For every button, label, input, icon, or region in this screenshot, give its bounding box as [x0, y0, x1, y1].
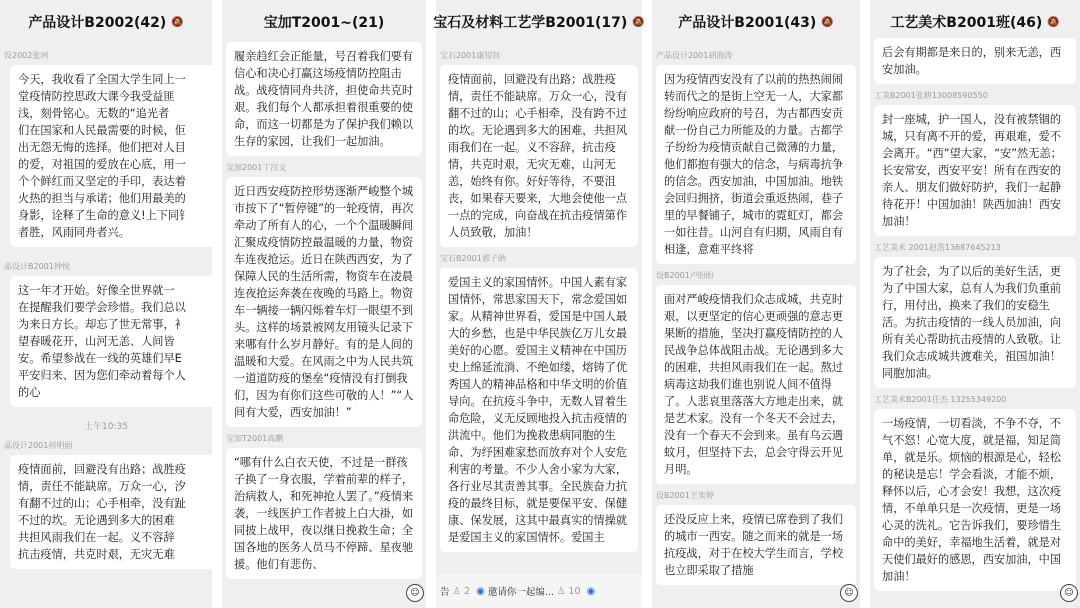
emoji-icon[interactable]: ☺ — [840, 584, 858, 602]
chat-title: 产品设计B2002(42) — [28, 15, 167, 31]
message-sender: 设B2001卢盼盼 — [656, 271, 714, 280]
message-bubble[interactable]: 因为疫情西安没有了以前的热热闹闹转而代之的是街上空无一人，大家都纷纷响应政府的号召，为古都西安贡献一份自己力所能及的力量。古都学子纷纷为疫情贡献自己微薄的力量，他们都抱有强大的信念，与病毒抗争的信念。西安加油，中国加油。地铁会回归拥挤，街道会重返热闹，巷子里的早餐铺子，城市的霓虹灯，都会一如往昔。山河自有归期，风雨自有相逢，意难平终将 — [656, 65, 856, 264]
message-sender: 产品设计2001胡海涛 — [656, 51, 733, 60]
message-sender: 品设计B2001钟悦 — [4, 262, 70, 271]
message-sender: 品设计2001何明丽 — [4, 441, 73, 450]
message-sender: 宝石B2001郭子勋 — [440, 254, 506, 263]
message-bubble[interactable]: 还没反应上来，疫情已席卷到了我们的城市一西安。随之而来的就是一场抗疫战，对于在校大学生而言，学校也立即采取了措施 — [656, 505, 856, 585]
message-sender: 工艺美术B2001任杰 13255349200 — [874, 395, 1007, 404]
user-count-icon: ♙ — [452, 585, 462, 597]
message-bubble[interactable]: 这一年才开始。好像全世界就一 在提醒我们要学会珍惜。我们总以 为来日方长。却忘了世无常事，衤 望春暖花开，山河无恙、人间皆 安。希望参战在一线的英雄们早E 平安归来、因为您们牵动着每个人 的心 — [10, 276, 212, 407]
chat-panel-product-design-b2002 — [0, 0, 212, 608]
chat-header[interactable] — [222, 0, 426, 44]
doc-icon[interactable]: ◉ — [586, 585, 596, 597]
bell-slash-icon: 🔕 — [171, 16, 184, 28]
message-sender: 工美B2001张耕13008590550 — [874, 91, 988, 100]
message-sender: 工艺美术 2001赵浩13687645213 — [874, 243, 1001, 252]
chat-panel-baojia-t2001 — [222, 0, 426, 608]
bell-slash-icon: 🔕 — [1047, 16, 1060, 28]
collab-doc-chip[interactable]: ◉ 邀请你一起编... ♙ 10 — [476, 585, 581, 598]
message-sender: 宝加T2001高鹏 — [226, 434, 284, 443]
doc-icon: ◉ — [476, 585, 485, 597]
announcement-chip[interactable]: 告 ♙ 2 — [440, 585, 471, 598]
message-bubble[interactable]: 今天，我收看了全国大学生同上一 堂疫情防控思政大课今我受益匪 浅，刻骨铭心。无数的“追光者 们在国家和人民最需要的时候，佢 出无怨无悔的选择。他们把对人目 的爱，对祖国的爱放在心底，用一 个个鲜红而又坚定的手印，表达着 火热的担当与承诺；他们用最美的 身影，诠释了生命的意义!上下同钅 者胜，风雨同舟者兴。 — [10, 65, 212, 247]
message-bubble[interactable]: 近日西安疫防控形势逐渐严峻整个城市按下了“暂停键”的一轮疫情，再次牵动了所有人的心，一个个温暖瞬间汇聚成疫情防控最温暖的力量，物资车连夜抢运。近日在陕西西安，为了保障人民的生活所需，物资车在凌晨连夜抢运奔袭在夜晚的马路上。物资车一辆接一辆闪烁着车灯一眼望不到头。这样的场景被网友用镜头记录下来哪有什么岁月静好。有的是人间的温暖和大爱。在风雨之中为人民共筑一道道防疫的堡垒“疫情没有打倒我们，因为有你们这些可敬的人！”“人间有大爱，西安加油！” — [226, 177, 422, 427]
message-bubble[interactable]: 疫情面前，回避没有出路；战胜疫情，责任不能缺席。万众一心，没有翻不过的山；心手相牵，没有跨不过的坎。无论遇到多大的困难，共担风雨我们在一起。义不容辞，抗击疫情，共克时艰，无灾无难，山河无恙，始终有你。好好等待，不要沮丧，如果春天要来，大地会使他一点一点的完成，向奋战在抗击疫情第作人员致敬，加油！ — [440, 65, 638, 247]
chat-panel-product-design-b2001 — [652, 0, 860, 608]
emoji-icon[interactable]: ☺ — [1060, 584, 1078, 602]
message-bubble[interactable]: 封一座城，护一国人，没有被禁锢的城，只有离不开的爱，再艰难，爱不会离开。“西”望大家，“安”然无恙；长安常安，西安平安！所有在西安的亲人、朋友们做好防护，我们一起静待花开！中国加油！陕西加油！西安加油！ — [874, 105, 1076, 236]
chat-panel-gem-materials-b2001 — [433, 0, 645, 608]
message-bubble[interactable]: 面对严峻疫情我们众志成城，共克时艰，以更坚定的信心更顽强的意志更果断的措施，坚决打赢疫情防控的人民战争总体战阻击战。无论遇到多大的困难，共担风雨我们在一起。熬过病毒这劫我们谁也别说人间不值得了。人悲哀里落落大方地走出来，就是艺术家。没有一个冬天不会过去，没有一个春天不会到来。虽有乌云遇蚊月，但坚持下去，总会守得云开见月明。 — [656, 285, 856, 484]
message-sender: 设2002张珂 — [4, 51, 49, 60]
chat-panel-craft-art-b2001 — [870, 0, 1080, 608]
message-bubble[interactable]: 为了社会，为了以后的美好生活，更为了中国大家，总有人为我们负重前行，用付出，换来了我们的安稳生活。为抗击疫情的一线人员加油，向所有关心帮助抗击疫情的人致敬。让我们众志成城共渡难关，祖国加油！同胞加油。 — [874, 257, 1076, 388]
message-bubble[interactable]: 一场疫情，一切看淡，不争不夺，不气不怒！心宽大度，就是福，知足简单，就是乐。烦恼的根源是心，轻松的秘诀是忘！学会看淡，才能不烦，释怀以后，心才会安！我想，这次疫情，不单单只是一次疫情，更是一场心灵的洗礼。它告诉我们，要珍惜生命中的美好，幸福地生活着，就是对天使们最好的感恩，西安加油，中国加油！ — [874, 409, 1076, 591]
bell-slash-icon: 🔕 — [821, 16, 834, 28]
message-bubble[interactable]: 后会有期都是来日的，别来无恙，西安加油。 — [874, 38, 1076, 84]
message-bubble[interactable]: “哪有什么白衣天使，不过是一群孩子换了一身衣服，学着前辈的样子，治病救人，和死神抢人罢了。”疫情来袭，一线医护工作者披上白大褂，如同披上战甲，夜以继日挽救生命；全国各地的医务人员马不停蹄、星夜驰援。他们有悲伤、 — [226, 448, 422, 579]
chat-title: 宝石及材料工艺学B2001(17) — [433, 15, 628, 31]
message-sender: 宝石2001康锃钰 — [440, 51, 501, 60]
chat-header[interactable] — [0, 0, 212, 44]
chat-header[interactable] — [433, 0, 645, 44]
message-bubble[interactable]: 疫情面前，回避没有出路；战胜疫 情，责任不能缺席。万众一心，汐 有翻不过的山；心手相牵，没有趾 不过的坎。无论遇到多大的困难 共担风雨我们在一起。义不容辞 抗击疫情，共克时艰，无灾无难 — [10, 455, 212, 569]
timestamp: 上午10:35 — [84, 422, 128, 432]
message-bubble[interactable]: 履亲趋红会正能量，号召着我们要有信心和决心打赢这场疫情防控阻击战。战疫情同舟共济，担使命共克时艰。我们每个人都承担着很重要的使命，而这一切都是为了保护我们赖以生存的家园，让我们一起加油。 — [226, 42, 422, 156]
message-bubble[interactable]: 爱国主义的家国情怀。中国人素有家国情怀，常思家国天下，常念爱国如家。从精神世界看，爱国是中国人最大的乡愁，也是中华民族亿万儿女最美好的心愿。爱国主义精神在中国历史上绵延流淌、不绝如缕，熔铸了优秀国人的精神品格和中华文明的价值导向。在抗疫斗争中，无数人冒着生命危险，义无反顾地投入抗击疫情的洪流中。他们为挽救患病同胞的生命、为纾困难家愁而放弃对个人安危利害的考量。不少人舍小家为大家，各行业尽其责善其事。全民族奋力抗疫的最终目标，就是要保平安、保健康、保发展，这其中最真实的情操就是爱国主义的家国情怀。爱国主 — [440, 268, 638, 552]
chat-header[interactable] — [652, 0, 860, 44]
user-count-icon: ♙ — [556, 585, 566, 597]
emoji-icon[interactable]: ☺ — [406, 584, 424, 602]
bell-slash-icon: 🔕 — [632, 16, 645, 28]
bottom-toolbar — [436, 574, 642, 608]
message-sender: 设B2001王奕婷 — [656, 491, 714, 500]
chat-title: 产品设计B2001(43) — [678, 15, 817, 31]
message-sender: 宝加2001丁汉文 — [226, 163, 287, 172]
chat-title: 工艺美术B2001班(46) — [890, 15, 1043, 31]
chat-title: 宝加T2001~(21) — [263, 15, 385, 31]
